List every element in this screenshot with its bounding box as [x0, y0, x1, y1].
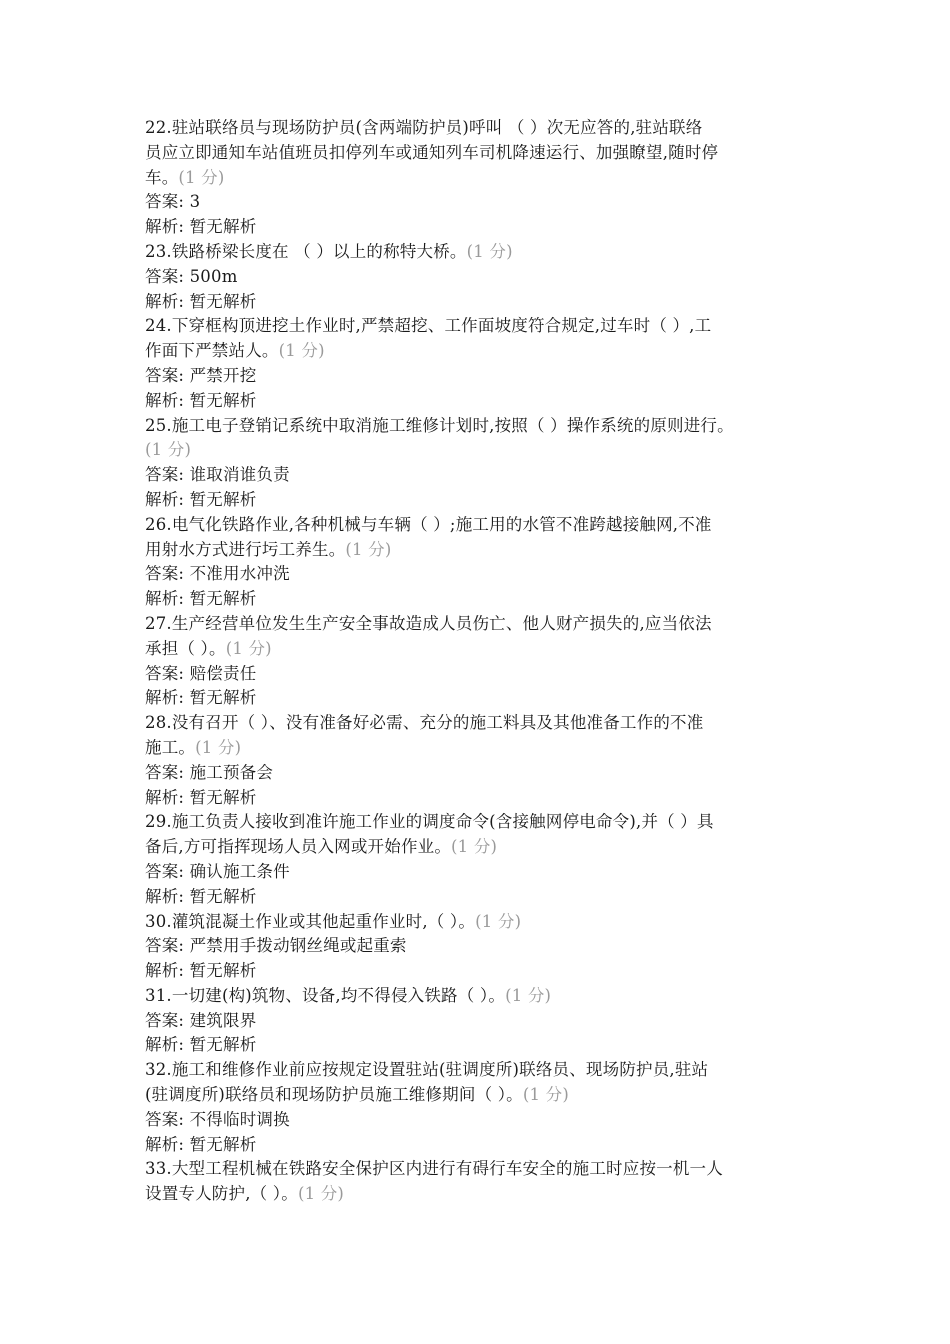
question-text: 30.灌筑混凝土作业或其他起重作业时,（ ）。(1 分) [145, 911, 522, 931]
question-text: 员应立即通知车站值班员扣停列车或通知列车司机降速运行、加强瞭望,随时停 [145, 142, 719, 162]
question-text: 22.驻站联络员与现场防护员(含两端防护员)呼叫 （ ）次无应答的,驻站联络 [145, 118, 703, 137]
score-label: (1 分) [345, 539, 392, 559]
analysis-line: 解析: 暂无解析 [145, 1035, 257, 1055]
score-label: (1 分) [466, 241, 513, 261]
score-label: (1 分) [225, 638, 272, 658]
question-list [145, 116, 815, 1207]
question-text: 用射水方式进行圬工养生。(1 分) [145, 539, 392, 559]
question-text: 车。(1 分) [145, 167, 225, 187]
analysis-line: 解析: 暂无解析 [145, 589, 257, 609]
score-label: (1 分) [195, 737, 242, 757]
question-text: 28.没有召开（ ）、没有准备好必需、充分的施工料具及其他准备工作的不准 [145, 713, 704, 733]
answer-line: 答案: 施工预备会 [145, 762, 274, 782]
question-text: 32.施工和维修作业前应按规定设置驻站(驻调度所)联络员、现场防护员,驻站 [145, 1060, 709, 1080]
score-label: (1 分) [278, 341, 325, 361]
question-text: 25.施工电子登销记系统中取消施工维修计划时,按照（ ）操作系统的原则进行。 [145, 415, 734, 435]
analysis-line: 解析: 暂无解析 [145, 217, 257, 237]
score-label: (1 分) [145, 440, 192, 460]
answer-line: 答案: 赔偿责任 [145, 663, 257, 683]
question-text: 23.铁路桥梁长度在 （ ）以上的称特大桥。(1 分) [145, 241, 513, 261]
analysis-line: 解析: 暂无解析 [145, 489, 257, 509]
answer-line: 答案: 3 [145, 192, 201, 212]
analysis-line: 解析: 暂无解析 [145, 787, 257, 807]
question-text: 33.大型工程机械在铁路安全保护区内进行有碍行车安全的施工时应按一机一人 [145, 1159, 723, 1179]
question-text: 承担（ ）。(1 分) [145, 638, 272, 658]
question-text: 26.电气化铁路作业,各种机械与车辆（ ）;施工用的水管不准跨越接触网,不准 [145, 514, 712, 534]
answer-line: 答案: 谁取消谁负责 [145, 465, 290, 485]
answer-line: 答案: 不准用水冲洗 [145, 564, 290, 584]
analysis-line: 解析: 暂无解析 [145, 961, 257, 981]
score-label: (1 分) [297, 1184, 345, 1204]
question-text: 31.一切建(构)筑物、设备,均不得侵入铁路（ ）。(1 分) [145, 985, 552, 1005]
answer-line: 答案: 不得临时调换 [145, 1109, 290, 1129]
analysis-line: 解析: 暂无解析 [145, 390, 257, 410]
question-text: 27.生产经营单位发生生产安全事故造成人员伤亡、他人财产损失的,应当依法 [145, 613, 712, 633]
analysis-line: 解析: 暂无解析 [145, 1134, 257, 1154]
question-text [145, 438, 815, 463]
answer-line: 答案: 500m [145, 266, 238, 286]
question-text: 备后,方可指挥现场人员入网或开始作业。(1 分) [145, 837, 498, 857]
answer-line: 答案: 确认施工条件 [145, 861, 290, 881]
answer-line: 答案: 严禁开挖 [145, 365, 257, 385]
answer-line: 答案: 严禁用手拨动钢丝绳或起重索 [145, 936, 407, 956]
question-text: 24.下穿框构顶进挖土作业时,严禁超挖、工作面坡度符合规定,过车时（ ）,工 [145, 316, 712, 336]
score-label: (1 分) [522, 1085, 569, 1105]
question-text: 施工。(1 分) [145, 737, 242, 757]
answer-line: 答案: 建筑限界 [145, 1010, 257, 1030]
question-text: 设置专人防护,（ ）。(1 分) [145, 1184, 345, 1204]
analysis-line: 解析: 暂无解析 [145, 688, 257, 708]
analysis-line: 解析: 暂无解析 [145, 886, 257, 906]
score-label: (1 分) [475, 911, 522, 931]
score-label: (1 分) [178, 167, 225, 187]
score-label: (1 分) [505, 985, 552, 1005]
question-text: 29.施工负责人接收到准许施工作业的调度命令(含接触网停电命令),并（ ）具 [145, 812, 714, 832]
score-label: (1 分) [451, 837, 498, 857]
question-text: (驻调度所)联络员和现场防护员施工维修期间（ ）。(1 分) [145, 1085, 569, 1105]
analysis-line: 解析: 暂无解析 [145, 291, 257, 311]
question-text: 作面下严禁站人。(1 分) [145, 341, 325, 361]
